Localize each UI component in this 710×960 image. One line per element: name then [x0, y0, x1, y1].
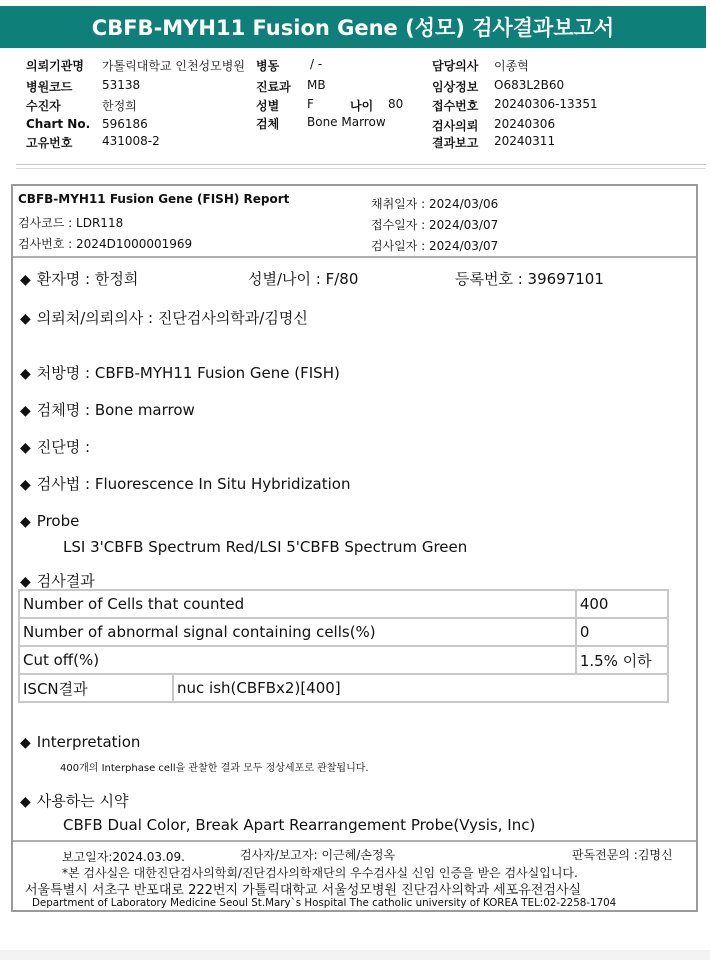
result-label: Number of abnormal signal containing cells(%) — [19, 618, 576, 646]
chart-label: Chart No. — [26, 117, 91, 131]
patient-label: 수진자 — [26, 99, 61, 113]
reporter: 검사자/보고자: 이근혜/손정옥 — [240, 848, 396, 862]
receipt-label: 접수번호 — [432, 99, 479, 113]
diamond-icon: ◆ — [20, 366, 31, 382]
receipt-value: 20240306-13351 — [494, 97, 598, 111]
page-bottom-strip — [0, 950, 710, 960]
table-row — [19, 674, 668, 702]
request-value: 20240306 — [494, 117, 556, 131]
result-value: 400 — [576, 590, 668, 618]
exam-date: 검사일자 : 2024/03/07 — [371, 239, 499, 253]
prescription-line: ◆ 처방명 : CBFB-MYH11 Fusion Gene (FISH) — [20, 364, 340, 382]
institution-label: 의뢰기관명 — [26, 59, 84, 73]
diamond-icon: ◆ — [20, 272, 31, 288]
probe-section-title: ◆ Probe — [20, 512, 80, 530]
registration-number: 등록번호 : 39697101 — [455, 270, 604, 288]
report-heading: CBFB-MYH11 Fusion Gene (FISH) Report — [18, 192, 290, 206]
receive-date: 접수일자 : 2024/03/07 — [371, 218, 499, 232]
ward-value: / - — [310, 57, 323, 71]
result-label: Cut off(%) — [19, 646, 576, 674]
probe-text: LSI 3'CBFB Spectrum Red/LSI 5'CBFB Spectrum Green — [63, 538, 468, 556]
method-line: ◆ 검사법 : Fluorescence In Situ Hybridization — [20, 475, 351, 493]
report-title: CBFB-MYH11 Fusion Gene (성모) 검사결과보고서 — [0, 6, 706, 48]
patient-line: ◆ 환자명 : 한정희 — [20, 270, 139, 288]
specimen-line: ◆ 검체명 : Bone marrow — [20, 401, 195, 419]
reagent-text: CBFB Dual Color, Break Apart Rearrangement Probe(Vysis, Inc) — [63, 816, 536, 834]
table-row — [19, 590, 668, 618]
report-date-value: 20240311 — [494, 134, 556, 148]
dept-label: 진료과 — [256, 80, 291, 94]
diamond-icon: ◆ — [20, 574, 31, 590]
reagent-title: ◆ 사용하는 시약 — [20, 792, 129, 810]
age-label: 나이 — [350, 99, 374, 113]
diamond-icon: ◆ — [20, 311, 31, 327]
unique-value: 431008-2 — [102, 134, 160, 148]
unique-label: 고유번호 — [26, 136, 73, 150]
diamond-icon: ◆ — [20, 794, 31, 810]
diamond-icon: ◆ — [20, 514, 31, 530]
referral-line: ◆ 의뢰처/의뢰의사 : 진단검사의학과/김명신 — [20, 309, 308, 327]
interpretation-text: 400개의 Interphase cell을 관찰한 결과 모두 정상세포로 관찰됩니다. — [60, 763, 369, 774]
hosp-code-label: 병원코드 — [26, 80, 73, 94]
interpretation-title: ◆ Interpretation — [20, 733, 141, 751]
department-english: Department of Laboratory Medicine Seoul St.Mary`s Hospital The catholic university of KOREA TEL:02-2258-1704 — [32, 897, 617, 909]
diagnosis-line: ◆ 진단명 : — [20, 438, 91, 456]
lab-address: 서울특별시 서초구 반포대로 222번지 가톨릭대학교 서울성모병원 진단검사의학과 세포유전검사실 — [25, 883, 582, 898]
ward-label: 병동 — [256, 59, 280, 73]
diamond-icon: ◆ — [20, 403, 31, 419]
diamond-icon: ◆ — [20, 735, 31, 751]
certification-note: *본 검사실은 대한진단검사의학회/진단검사의학재단의 우수검사실 신임 인증을 받은 검사실입니다. — [62, 866, 578, 880]
institution-value: 가톨릭대학교 인천성모병원 — [102, 59, 245, 73]
diamond-icon: ◆ — [20, 440, 31, 456]
frame-divider — [13, 256, 696, 258]
sex-age: 성별/나이 : F/80 — [248, 270, 359, 288]
table-row — [19, 618, 668, 646]
result-label: Number of Cells that counted — [19, 590, 576, 618]
doctor-label: 담당의사 — [432, 59, 479, 73]
dept-value: MB — [307, 78, 326, 92]
header-divider-bottom — [16, 168, 706, 169]
patient-value: 한정희 — [102, 99, 137, 113]
result-value: 0 — [576, 618, 668, 646]
results-table — [18, 589, 669, 703]
test-number: 검사번호 : 2024D1000001969 — [18, 237, 193, 251]
sex-value: F — [307, 97, 314, 111]
report-date-label: 결과보고 — [432, 136, 479, 150]
sex-label: 성별 — [256, 99, 280, 113]
collect-date: 채취일자 : 2024/03/06 — [371, 197, 499, 211]
iscn-label: ISCN결과 — [19, 674, 173, 702]
chart-value: 596186 — [102, 117, 148, 131]
footer-divider — [13, 840, 696, 842]
clinical-label: 임상정보 — [432, 80, 479, 94]
request-label: 검사의뢰 — [432, 119, 479, 133]
clinical-value: O683L2B60 — [494, 78, 565, 92]
table-row — [19, 646, 668, 674]
specimen-label: 검체 — [256, 117, 280, 131]
hosp-code-value: 53138 — [102, 78, 141, 92]
specimen-value: Bone Marrow — [307, 115, 386, 129]
specialist: 판독전문의 :김명신 — [572, 848, 673, 862]
results-section-title: ◆ 검사결과 — [20, 572, 95, 590]
diamond-icon: ◆ — [20, 477, 31, 493]
doctor-value: 이종혁 — [494, 59, 529, 73]
iscn-value: nuc ish(CBFBx2)[400] — [173, 674, 668, 702]
result-value: 1.5% 이하 — [576, 646, 668, 674]
test-code: 검사코드 : LDR118 — [18, 216, 124, 230]
age-value: 80 — [388, 97, 404, 111]
header-divider-top — [16, 164, 706, 165]
report-date: 보고일자:2024.03.09. — [62, 850, 185, 864]
